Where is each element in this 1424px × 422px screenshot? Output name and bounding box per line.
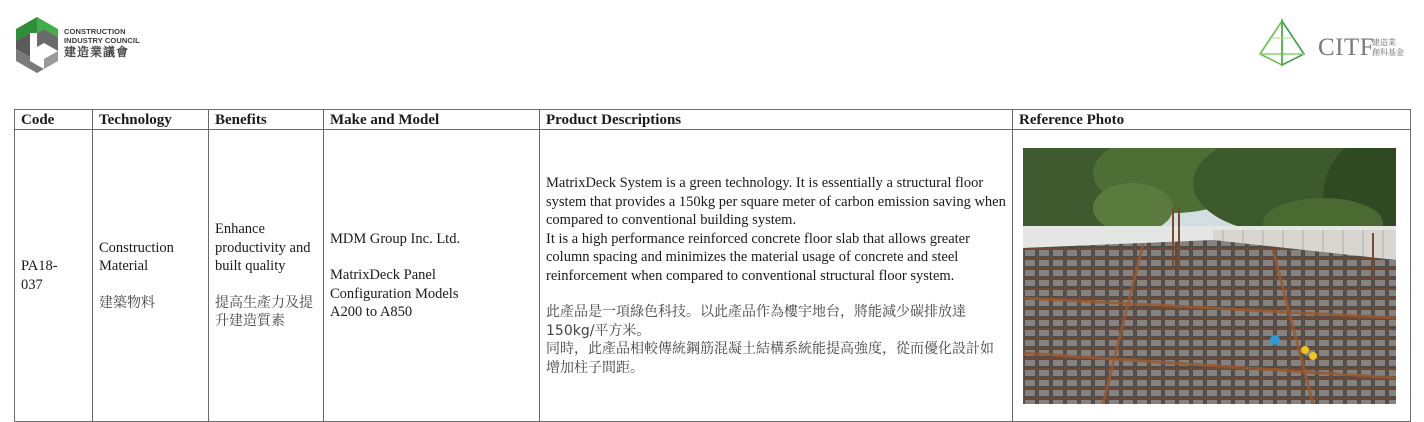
header-benefits: Benefits [209,110,324,130]
product-table [14,109,1411,422]
citf-name-zh-1: 建造業 [1372,38,1396,47]
benefits-zh: 提高生產力及提升建造質素 [215,294,313,330]
description-zh-1: 此產品是一項綠色科技。以此產品作為樓宇地台，將能減少碳排放達 150kg/平方米。 [546,304,966,339]
cic-name-en-2: INDUSTRY COUNCIL [64,36,140,45]
cic-logo-text [64,27,140,60]
description-en-1: MatrixDeck System is a green technology. It is essentially a structural floor system that provides a 150kg per square meter of carbon emission saving when compared to conventional building system. [546,175,1006,228]
cell-code [15,130,93,422]
make-name: MDM Group Inc. Ltd. [330,230,461,247]
citf-logo [1258,18,1414,68]
table-header-row [15,110,1411,130]
header-make-model: Make and Model [324,110,540,130]
header-technology: Technology [93,110,209,130]
description-zh-2: 同時，此產品相較傳統鋼筋混凝土結構系統能提高強度，從而優化設計如增加柱子間距。 [546,341,994,376]
cic-name-zh: 建造業議會 [64,45,130,59]
cic-name-en-1: CONSTRUCTION [64,27,126,36]
reference-photo [1023,148,1396,404]
cic-logo [14,15,154,77]
cell-benefits [209,130,324,422]
citf-name-zh [1372,38,1404,58]
technology-en: Construction Material [99,239,174,275]
product-code: PA18-037 [21,258,58,293]
header-photo: Reference Photo [1013,110,1411,130]
description-en-2: It is a high performance reinforced concrete floor slab that allows greater column spacing and minimizes the material usage of concrete and steel reinforcement when compared to conventional structural floor system. [546,230,970,284]
cell-description [540,130,1013,422]
technology-zh: 建築物料 [99,294,155,311]
citf-name-zh-2: 創科基金 [1372,48,1404,57]
table-row [15,130,1411,422]
header-description: Product Descriptions [540,110,1013,130]
cell-technology [93,130,209,422]
model-name: MatrixDeck Panel Configuration Models A200 to A850 [330,267,459,320]
cic-logo-mark-icon [14,15,60,75]
benefits-en: Enhance productivity and built quality [215,221,311,275]
cell-make-model [324,130,540,422]
header-code: Code [15,110,93,130]
citf-wordmark: CITF [1318,34,1375,61]
citf-pyramid-icon [1258,18,1322,68]
cell-photo [1013,130,1411,422]
